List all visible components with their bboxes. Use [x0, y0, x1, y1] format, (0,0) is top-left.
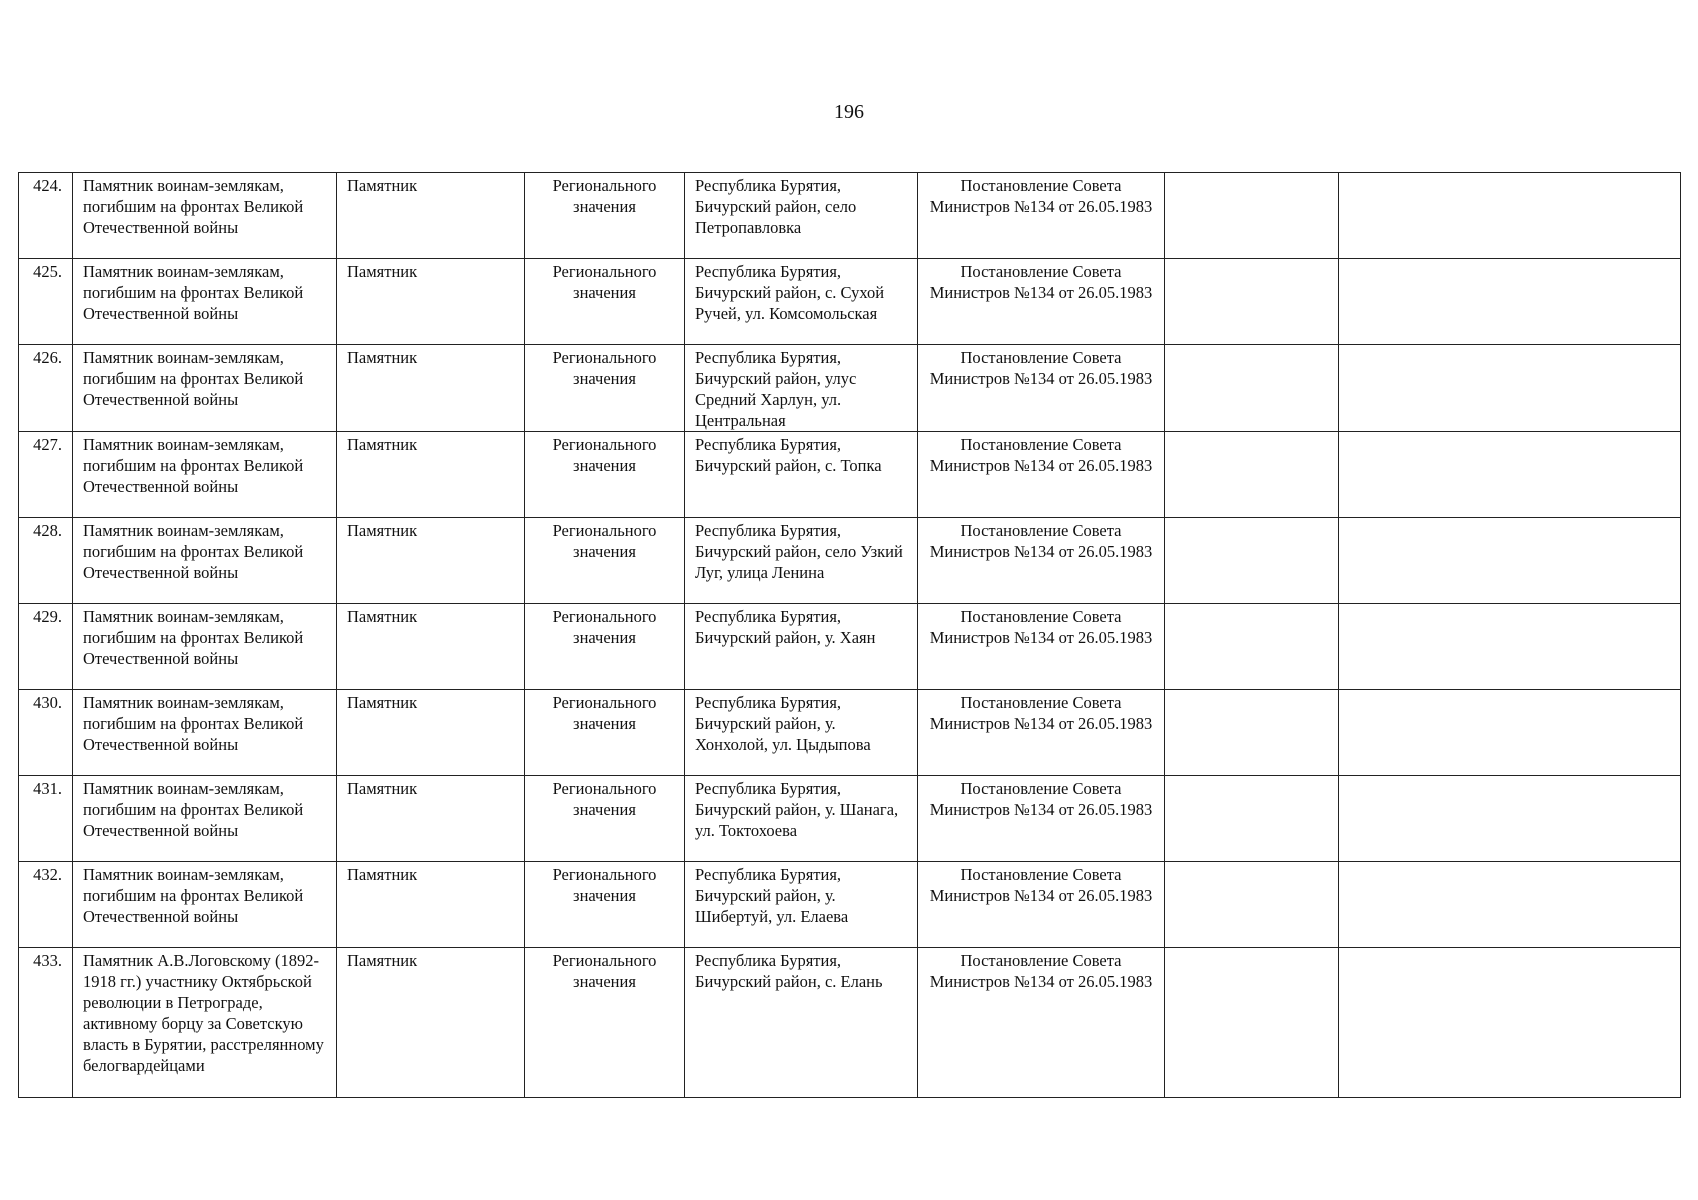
object-location: Республика Бурятия, Бичурский район, у. Хаян — [685, 604, 918, 690]
row-number: 427. — [19, 432, 73, 518]
empty-cell — [1165, 259, 1339, 345]
object-location: Республика Бурятия, Бичурский район, с. Топка — [685, 432, 918, 518]
empty-cell — [1339, 518, 1681, 604]
row-number: 424. — [19, 173, 73, 259]
heritage-registry-table — [18, 172, 1681, 1098]
table-row — [19, 862, 1681, 948]
object-location: Республика Бурятия, Бичурский район, с. Елань — [685, 948, 918, 1098]
object-category: Регионального значения — [525, 173, 685, 259]
table-body — [19, 173, 1681, 1098]
empty-cell — [1339, 604, 1681, 690]
object-type: Памятник — [337, 604, 525, 690]
object-type: Памятник — [337, 948, 525, 1098]
object-type: Памятник — [337, 518, 525, 604]
object-name: Памятник воинам-землякам, погибшим на фронтах Великой Отечественной войны — [73, 259, 337, 345]
registration-document: Постановление Совета Министров №134 от 26.05.1983 — [918, 432, 1165, 518]
empty-cell — [1165, 948, 1339, 1098]
registration-document: Постановление Совета Министров №134 от 26.05.1983 — [918, 259, 1165, 345]
object-category: Регионального значения — [525, 345, 685, 432]
object-type: Памятник — [337, 432, 525, 518]
table-row — [19, 432, 1681, 518]
table-row — [19, 259, 1681, 345]
object-name: Памятник воинам-землякам, погибшим на фронтах Великой Отечественной войны — [73, 518, 337, 604]
object-category: Регионального значения — [525, 518, 685, 604]
empty-cell — [1339, 432, 1681, 518]
registration-document: Постановление Совета Министров №134 от 26.05.1983 — [918, 862, 1165, 948]
object-name: Памятник воинам-землякам, погибшим на фронтах Великой Отечественной войны — [73, 432, 337, 518]
object-location: Республика Бурятия, Бичурский район, у. Шанага, ул. Токтохоева — [685, 776, 918, 862]
object-type: Памятник — [337, 259, 525, 345]
object-category: Регионального значения — [525, 948, 685, 1098]
empty-cell — [1165, 690, 1339, 776]
object-location: Республика Бурятия, Бичурский район, у. Хонхолой, ул. Цыдыпова — [685, 690, 918, 776]
object-type: Памятник — [337, 173, 525, 259]
object-type: Памятник — [337, 690, 525, 776]
object-location: Республика Бурятия, Бичурский район, село Узкий Луг, улица Ленина — [685, 518, 918, 604]
object-name: Памятник воинам-землякам, погибшим на фронтах Великой Отечественной войны — [73, 862, 337, 948]
table-row — [19, 173, 1681, 259]
object-name: Памятник воинам-землякам, погибшим на фронтах Великой Отечественной войны — [73, 690, 337, 776]
empty-cell — [1339, 948, 1681, 1098]
registration-document: Постановление Совета Министров №134 от 26.05.1983 — [918, 518, 1165, 604]
object-name: Памятник воинам-землякам, погибшим на фронтах Великой Отечественной войны — [73, 173, 337, 259]
object-category: Регионального значения — [525, 259, 685, 345]
row-number: 433. — [19, 948, 73, 1098]
registration-document: Постановление Совета Министров №134 от 26.05.1983 — [918, 604, 1165, 690]
object-name: Памятник А.В.Логовскому (1892-1918 гг.) участнику Октябрьской революции в Петрограде, активному борцу за Советскую власть в Бурятии, расстрелянному белогвардейцами — [73, 948, 337, 1098]
table-row — [19, 948, 1681, 1098]
page-number: 196 — [834, 101, 864, 123]
object-name: Памятник воинам-землякам, погибшим на фронтах Великой Отечественной войны — [73, 776, 337, 862]
row-number: 429. — [19, 604, 73, 690]
empty-cell — [1165, 776, 1339, 862]
object-location: Республика Бурятия, Бичурский район, с. Сухой Ручей, ул. Комсомольская — [685, 259, 918, 345]
object-category: Регионального значения — [525, 604, 685, 690]
empty-cell — [1165, 862, 1339, 948]
row-number: 428. — [19, 518, 73, 604]
empty-cell — [1339, 259, 1681, 345]
object-category: Регионального значения — [525, 776, 685, 862]
table-row — [19, 604, 1681, 690]
row-number: 426. — [19, 345, 73, 432]
object-location: Республика Бурятия, Бичурский район, улус Средний Харлун, ул. Центральная — [685, 345, 918, 432]
empty-cell — [1165, 432, 1339, 518]
object-category: Регионального значения — [525, 862, 685, 948]
row-number: 432. — [19, 862, 73, 948]
registration-document: Постановление Совета Министров №134 от 26.05.1983 — [918, 776, 1165, 862]
object-type: Памятник — [337, 345, 525, 432]
object-location: Республика Бурятия, Бичурский район, у. Шибертуй, ул. Елаева — [685, 862, 918, 948]
empty-cell — [1339, 776, 1681, 862]
object-name: Памятник воинам-землякам, погибшим на фронтах Великой Отечественной войны — [73, 345, 337, 432]
empty-cell — [1339, 345, 1681, 432]
table-row — [19, 776, 1681, 862]
registration-document: Постановление Совета Министров №134 от 26.05.1983 — [918, 690, 1165, 776]
empty-cell — [1339, 173, 1681, 259]
row-number: 431. — [19, 776, 73, 862]
object-category: Регионального значения — [525, 432, 685, 518]
registration-document: Постановление Совета Министров №134 от 26.05.1983 — [918, 173, 1165, 259]
empty-cell — [1165, 345, 1339, 432]
object-type: Памятник — [337, 862, 525, 948]
registration-document: Постановление Совета Министров №134 от 26.05.1983 — [918, 948, 1165, 1098]
row-number: 425. — [19, 259, 73, 345]
empty-cell — [1165, 173, 1339, 259]
table-row — [19, 690, 1681, 776]
registration-document: Постановление Совета Министров №134 от 26.05.1983 — [918, 345, 1165, 432]
table-row — [19, 345, 1681, 432]
row-number: 430. — [19, 690, 73, 776]
table-row — [19, 518, 1681, 604]
empty-cell — [1339, 862, 1681, 948]
empty-cell — [1165, 604, 1339, 690]
empty-cell — [1339, 690, 1681, 776]
empty-cell — [1165, 518, 1339, 604]
object-category: Регионального значения — [525, 690, 685, 776]
object-name: Памятник воинам-землякам, погибшим на фронтах Великой Отечественной войны — [73, 604, 337, 690]
object-type: Памятник — [337, 776, 525, 862]
object-location: Республика Бурятия, Бичурский район, село Петропавловка — [685, 173, 918, 259]
